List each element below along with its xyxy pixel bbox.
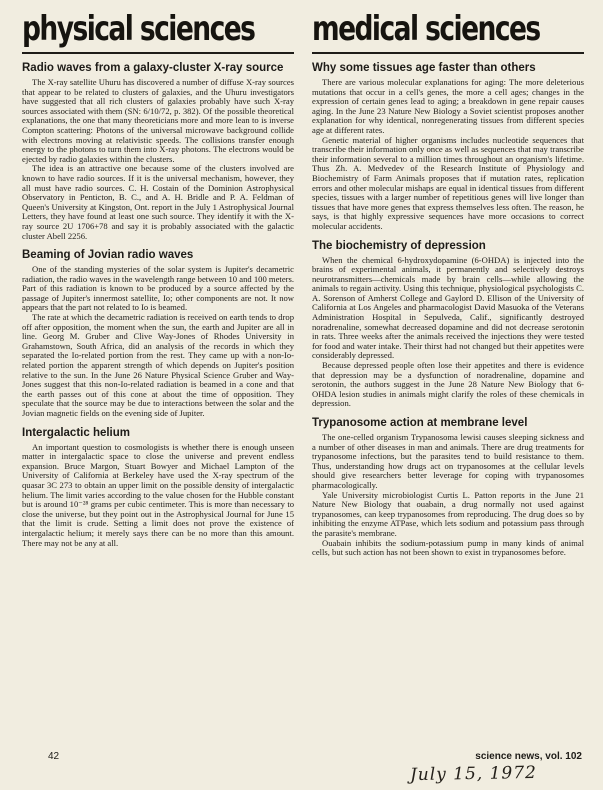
- article-paragraph: The one-celled organism Trypanosoma lewisi causes sleeping sickness and a number of other diseases in man and animals. There are drug treatments for trypanosome infections, but the parasites tend to build resistance to them. Thus, understanding how drugs act on trypanosomes at the cellular levels should give researchers better leverage for coping with trypanosomes pharmacologically.: [312, 432, 584, 490]
- article-tissue-aging: [312, 62, 584, 232]
- article-radio-waves: [22, 62, 294, 241]
- section-title-physical-sciences: physical sciences: [22, 9, 255, 49]
- article-paragraph: Genetic material of higher organisms includes nucleotide sequences that transcribe their information only once as well as sequences that may transcribe their information several to a million times throughout an organism's lifetime. Thus Zh. A. Medvedev of the Research Institute of Physiology and Biochemistry of Farm Animals proposes that if mutation rates, replication errors and other molecular mishaps are equal in identical tissues from different species, tissues with a larger number of repetitious genes will live longer than tissues that have more genes that express themselves less often. The reason, he says, is that highly expressive sequences have more occasions to correct molecular accidents.: [312, 134, 584, 231]
- article-paragraph: The X-ray satellite Uhuru has discovered a number of diffuse X-ray sources that appear to be related to clusters of galaxies, and the Uhuru investigators have suggested that all rich clusters of galaxies probably have such X-ray sources associated with them (SN: 6/10/72, p. 382). Of the possible theoretical explanations, the one that many theoreticians more and more lean to is inverse Compton scattering: Photons of the universal microwave background collide with electrons moving at relativistic speeds. The collisions transfer enough energy to the photons to turn them into X-ray photons. The electrons would be ejected by radio galaxies within the clusters.: [22, 77, 294, 164]
- article-paragraph: One of the standing mysteries of the solar system is Jupiter's decametric radiation, the radio waves in the wavelength range between 10 and 100 meters. Part of this radiation is known to be produced by a source affected by the passage of Jupiter's innermost satellite, Io; other components are not. It now appears that the part not related to Io is beamed.: [22, 264, 294, 313]
- handwritten-date: July 15, 1972: [409, 762, 538, 786]
- article-paragraph: The rate at which the decametric radiation is received on earth tends to drop off after opposition, the moment when the sun, the earth and Jupiter are all in line. Georg M. Gruber and Clive Way-Jones of Rhodes University in Grahamstown, South Africa, did an analysis of the records in which they separated the Io-related portion from the rest. They came up with a non-Io-related portion the apparent strength of which depends on Jupiter's position relative to the sun. In the June 26 Nature Physical Science Gruber and Way-Jones suggest that this non-Io-related radiation is beamed in a cone and that the earth passes out of this cone at about the time of opposition. They speculate that the source may be due to interactions between the solar and the Jovian magnetic fields on the evening side of Jupiter.: [22, 312, 294, 418]
- article-paragraph: Yale University microbiologist Curtis L. Patton reports in the June 21 Nature New Biology that ouabain, a drug normally not used against trypanosomes, can keep trypanosomes from reproducing. The drug does so by inhibiting the enzyme ATPase, which lets sodium and potassium pass through the parasite's membrane.: [312, 489, 584, 538]
- section-rule: [312, 52, 584, 54]
- article-trypanosome-action: [312, 417, 584, 558]
- article-title: Intergalactic helium: [22, 426, 131, 439]
- article-paragraph: Because depressed people often lose their appetites and there is evidence that depression may be a dysfunction of noradrenaline, dopamine and serotonin, the authors suggest in the June 28 Nature New Biology that 6-OHDA lesion studies in animals might clarify the roles of these chemicals in depression.: [312, 360, 584, 409]
- article-title: Trypanosome action at membrane level: [312, 417, 528, 429]
- journal-citation: science news, vol. 102: [475, 751, 582, 762]
- article-title: Radio waves from a galaxy-cluster X-ray source: [22, 62, 284, 74]
- article-depression-biochemistry: [312, 240, 584, 410]
- article-paragraph: When the chemical 6-hydroxydopamine (6-OHDA) is injected into the brains of experimental animals, it permanently and selectively destroys neurotransmitters—chemicals made by brain cells—while allowing the animals to regain activity. Using this technique, physiological psychologists C. A. Sorenson of Amherst College and Gaylord D. Ellison of the University of California at Los Angeles and pharmacologist David Masuoka of the Veterans Administration Hospital in Sepulveda, Calif., significantly destroyed noradrenaline, somewhat decreased dopamine and did not decrease serotonin in rats. Three weeks after the animals received the injections they were tested for food and water intake. Their thirst had not changed but their appetites were considerably depressed.: [312, 254, 584, 361]
- article-title: Beaming of Jovian radio waves: [22, 249, 194, 262]
- article-intergalactic-helium: [22, 427, 294, 549]
- article-paragraph: An important question to cosmologists is whether there is enough unseen matter in intergalactic space to close the universe and prevent endless expansion. Bruce Margon, Stuart Bowyer and Michael Lampton of the University of California at Berkeley have used the X-ray spectrum of the quasar 3C 273 to obtain an upper limit on the possible density of intergalactic helium. The limit varies according to the value chosen for the Hubble constant but is around 10⁻²⁸ grams per cubic centimeter. This is more than necessary to close the universe, but they point out in the Astrophysical Journal for June 15 that the limit is crude. Setting a limit does not prove the existence of intergalactic helium; it merely says there can be no more than this amount. There may not be any at all.: [22, 441, 294, 548]
- page-footer: [22, 748, 582, 764]
- section-title-medical-sciences: medical sciences: [312, 9, 540, 49]
- section-rule: [22, 52, 294, 54]
- article-jovian-radio-waves: [22, 249, 294, 419]
- article-title: Why some tissues age faster than others: [312, 62, 536, 74]
- article-paragraph: The idea is an attractive one because some of the clusters involved are known to have radio sources. If it is the universal mechanism, however, they all must have radio sources. C. H. Costain of the Dominion Astrophysical Observatory in Penticton, B. C., and A. H. Bridle and P. A. Feldman of Queen's University at Kingston, Ont. report in the July 1 Astrophysical Journal Letters, they have found at least one such source. They identify it with the X-ray source 2U 1706+78 and say it is probably associated with the galactic cluster Abell 2256.: [22, 163, 294, 241]
- article-paragraph: Ouabain inhibits the sodium-potassium pump in many kinds of animal cells, but such action has not been shown to exist in trypanosomes before.: [312, 537, 584, 558]
- physical-sciences-column: [22, 10, 294, 548]
- article-title: The biochemistry of depression: [312, 239, 486, 252]
- medical-sciences-column: [312, 10, 584, 558]
- page-number: 42: [48, 751, 60, 762]
- article-paragraph: There are various molecular explanations for aging: The more deleterious mutations that occur in a cell's genes, the more a cell ages; changes in the expression of certain genes lead to aging; a breakdown in gene repair causes aging. In the June 23 Nature New Biology a Soviet scientist proposes another explanation for why identical, nonregenerating tissues from different species age at different rates.: [312, 77, 584, 135]
